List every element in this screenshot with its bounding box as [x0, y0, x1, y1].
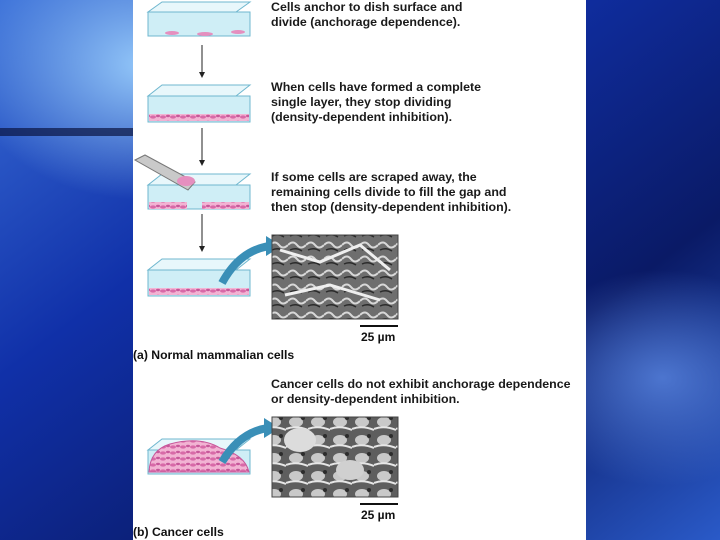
text-line: then stop (density-dependent inhibition). — [271, 200, 512, 214]
scale-bar-cancer — [360, 503, 398, 505]
text-line: Cells anchor to dish surface and — [271, 0, 463, 14]
text-line: remaining cells divide to fill the gap and — [271, 185, 507, 199]
scale-bar-normal — [360, 325, 398, 327]
scale-label-normal: 25 µm — [361, 330, 396, 344]
text-line: If some cells are scraped away, the — [271, 170, 477, 184]
scale-label-cancer: 25 µm — [361, 508, 396, 522]
step-text-monolayer — [271, 80, 481, 125]
text-line: Cancer cells do not exhibit anchorage dependence — [271, 377, 571, 391]
micrograph-cancer-cells — [272, 417, 398, 497]
text-line: When cells have formed a complete — [271, 80, 482, 94]
dish-monolayer — [148, 85, 250, 122]
micrograph-normal-cells — [272, 235, 398, 319]
text-line: single layer, they stop dividing — [271, 95, 452, 109]
cancer-text — [271, 377, 571, 407]
dish-scraped — [135, 155, 250, 209]
caption-cancer: (b) Cancer cells — [133, 525, 224, 539]
text-line: divide (anchorage dependence). — [271, 15, 461, 29]
dish-anchorage — [148, 2, 250, 36]
text-line: or density-dependent inhibition. — [271, 392, 460, 406]
text-line: (density-dependent inhibition). — [271, 110, 453, 124]
caption-normal: (a) Normal mammalian cells — [133, 348, 295, 362]
step-text-scraped — [271, 170, 511, 215]
step-text-anchorage — [271, 0, 462, 30]
